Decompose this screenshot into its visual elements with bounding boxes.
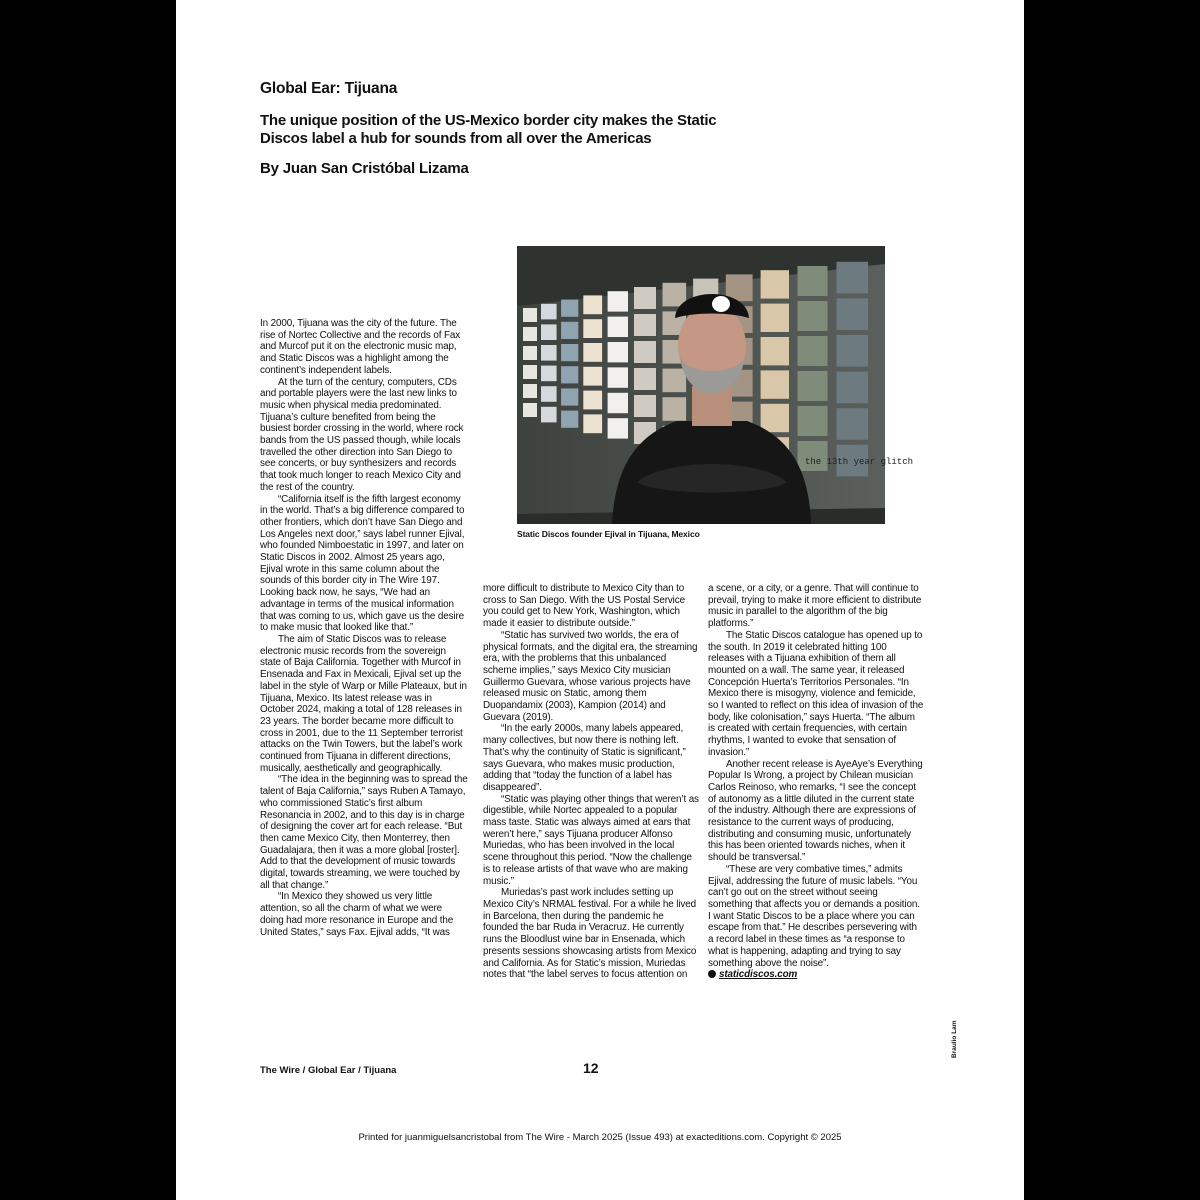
paragraph: “In Mexico they showed us very little attention, so all the charm of what we were doing had more resonance in Europe and the United States,” says Fax. Ejival adds, “It was [260,891,454,938]
record-cover [523,384,537,398]
article-photo [517,246,914,524]
record-cover [523,346,537,360]
record-cover [761,337,789,365]
website-link[interactable]: staticdiscos.com [719,969,798,981]
byline: By Juan San Cristóbal Lizama [260,160,469,177]
record-cover [561,388,578,405]
paragraph: “These are very combative times,” admits Ejival, addressing the future of music labels. “You can’t go out on the street without seeing something that affects you or demands a position. I want Static Discos to be a place where you can escape from that.” He describes persevering with a record label in these times as “a response to what is happening, adapting and trying to say something above the noise”. [708,863,920,969]
paragraph: more difficult to distribute to Mexico City than to cross to San Diego. With the US Postal Service you could get to New York, Washington, which made it easier to distribute outside.” [483,583,685,630]
record-cover [523,365,537,379]
page-number: 12 [583,1060,599,1076]
record-cover [608,418,628,438]
record-cover [583,343,602,362]
photo-caption: Static Discos founder Ejival in Tijuana, Mexico [517,529,700,539]
record-cover [761,370,789,398]
paragraph: “Static was playing other things that weren’t as digestible, while Nortec appealed to a popular mass taste. Static was always aimed at ears that weren’t here,” says Tijuana producer Alfonso Muriedas, who has been involved in the local scene throughout this period. “Now the challenge is to release artists of that wave who are making music.” [483,793,699,887]
link-line [708,969,924,981]
record-cover [761,404,789,432]
paragraph: Muriedas’s past work includes setting up Mexico City’s NRMAL festival. For a while he lived in Barcelona, then during the pandemic he founded the bar Ruda in Veracruz. He currently runs the Bloodlust wine bar in Ensenada, which presents sessions showcasing artists from Mexico and California. As for Static’s mission, Muriedas notes that “the label serves to focus attention on [483,887,697,981]
record-cover [561,366,578,383]
record-cover [541,304,557,320]
record-cover [583,295,602,314]
record-cover [761,270,789,298]
record-cover [523,308,537,322]
record-cover [837,372,869,404]
record-cover [583,391,602,410]
record-cover [561,300,578,317]
standfirst: The unique position of the US-Mexico border city makes the Static Discos label a hub for sounds from all over the Americas [260,112,717,147]
record-cover [608,291,628,311]
record-cover [798,406,828,436]
paragraph: The aim of Static Discos was to release electronic music records from the sovereign state of Baja California. Together with Murcof in Ensenada and Fax in Mexicali, Ejival set up the label in the style of Warp or Mille Plateaux, but in Tijuana, Mexico. Its latest release was in October 2024, making a total of 128 releases in 23 years. The border became more difficult to cross in 2001, due to the 11 September terrorist attacks on the Twin Towers, but the label’s work continued from Tijuana in different directions, musically, aesthetically and geographically. [260,633,467,774]
paragraph: a scene, or a city, or a genre. That will continue to prevail, trying to make it more efficient to distribute music in parallel to the algorithm of the big platforms.” [708,583,922,630]
record-cover [541,386,557,402]
record-cover [663,369,687,393]
paragraph: Another recent release is AyeAye’s Everything Popular Is Wrong, a project by Chilean musician Carlos Reinoso, who remarks, “I see the concept of autonomy as a little diluted in the current state of the industry. Although there are expressions of resistance to the current ways of producing, distributing and consuming music, unfortunately this has been oriented towards niches, when it should be transversal.” [708,758,923,864]
paragraph: “In the early 2000s, many labels appeared, many collectives, but now there is nothing left. That’s why the continuity of Static is significant,” says Guevara, who makes music production, adding that “today the function of a label has disappeared”. [483,723,686,793]
record-cover [541,345,557,361]
record-cover [583,367,602,386]
record-cover [541,366,557,382]
record-cover [798,371,828,401]
record-cover [634,341,656,363]
paragraph: The Static Discos catalogue has opened up to the south. In 2019 it celebrated hitting 100 releases with a Tijuana exhibition of them all mounted on a wall. The same year, it released Concepción Huerta’s Territorios Personales. “In Mexico there is misogyny, violence and femicide, so I wanted to reflect on this idea of invasion of the body, like colonisation,” says Huerta. “The album is created with certain frequencies, with certain rhythms, I wanted to evoke that sensation of invasion.” [708,629,924,758]
record-cover [798,266,828,296]
record-cover [523,327,537,341]
record-cover [761,304,789,332]
photo-illustration [517,246,914,524]
article-column-3 [708,583,924,1048]
record-cover [608,342,628,362]
section-title: Global Ear: Tijuana [260,80,398,97]
paragraph: At the turn of the century, computers, CDs and portable players were the last new links to music when physical media predominated. Tijuana’s culture benefited from being the busiest border crossing in the world, where rock bands from the US passed though, while locals travelled the other direction into San Diego to see concerts, or buy synthesizers and records that took much longer to reach Mexico City and the rest of the country. [260,376,464,493]
magazine-page [176,0,1024,1200]
paragraph: “The idea in the beginning was to spread the talent of Baja California,” says Ruben A Tamayo, who commissioned Static’s first album Resonancia in 2002, and to this day is in charge of designing the cover art for each release. “But then came Mexico City, then Monterrey, then Guadalajara, then it was a more global [roster]. Add to that the development of music towards digital, towards streaming, we were touched by all that change.” [260,774,468,891]
record-cover [663,397,687,421]
paragraph: “California itself is the fifth largest economy in the world. That’s a big difference compared to other frontiers, which don’t have San Diego and Los Angeles next door,” says label runner Ejival, who founded Nimboestatic in 1997, and later on Static Discos in 2002. Almost 25 years ago, Ejival wrote in this same column about the sounds of this border city in The Wire 197. Looking back now, he says, “We had an advantage in terms of the musical information that was coming to us, which gave us the desire to make music that looked like that.” [260,493,465,634]
record-cover [561,411,578,428]
article-column-1 [260,318,468,1048]
record-cover [798,301,828,331]
bullet-dot-icon [708,970,716,978]
paragraph: In 2000, Tijuana was the city of the future. The rise of Nortec Collective and the records of Fax and Murcof put it on the electronic music map, and Static Discos was a highlight among the continent’s independent labels. [260,318,461,376]
record-cover [561,322,578,339]
record-cover [561,344,578,361]
record-cover [583,319,602,338]
record-cover [634,287,656,309]
record-cover [837,262,869,294]
record-cover [608,393,628,413]
record-cover [837,335,869,367]
record-cover [634,314,656,336]
record-cover [541,324,557,340]
record-cover [837,408,869,440]
print-notice: Printed for juanmiguelsancristobal from The Wire - March 2025 (Issue 493) at exacteditions.com. Copyright © 2025 [358,1132,842,1143]
footer-section-label: The Wire / Global Ear / Tijuana [260,1065,397,1076]
record-cover [837,298,869,330]
wall-cover-text: the 13th year glitch [805,457,914,467]
record-cover [634,368,656,390]
record-cover [663,283,687,307]
record-cover [634,395,656,417]
record-cover [541,407,557,423]
article-column-2 [483,583,699,1048]
photo-credit: Braulio Lam [951,1020,958,1058]
record-cover [608,317,628,337]
record-cover [798,336,828,366]
record-cover [583,414,602,433]
record-cover [608,367,628,387]
paragraph: “Static has survived two worlds, the era of physical formats, and the digital era, the streaming era, with the problems that this unbalanced scheme implies,” says Mexico City musician Guillermo Guevara, whose various projects have released music on Static, among them Duopandamix (2003), Kampion (2014) and Guevara (2019). [483,629,698,723]
record-cover [523,403,537,417]
